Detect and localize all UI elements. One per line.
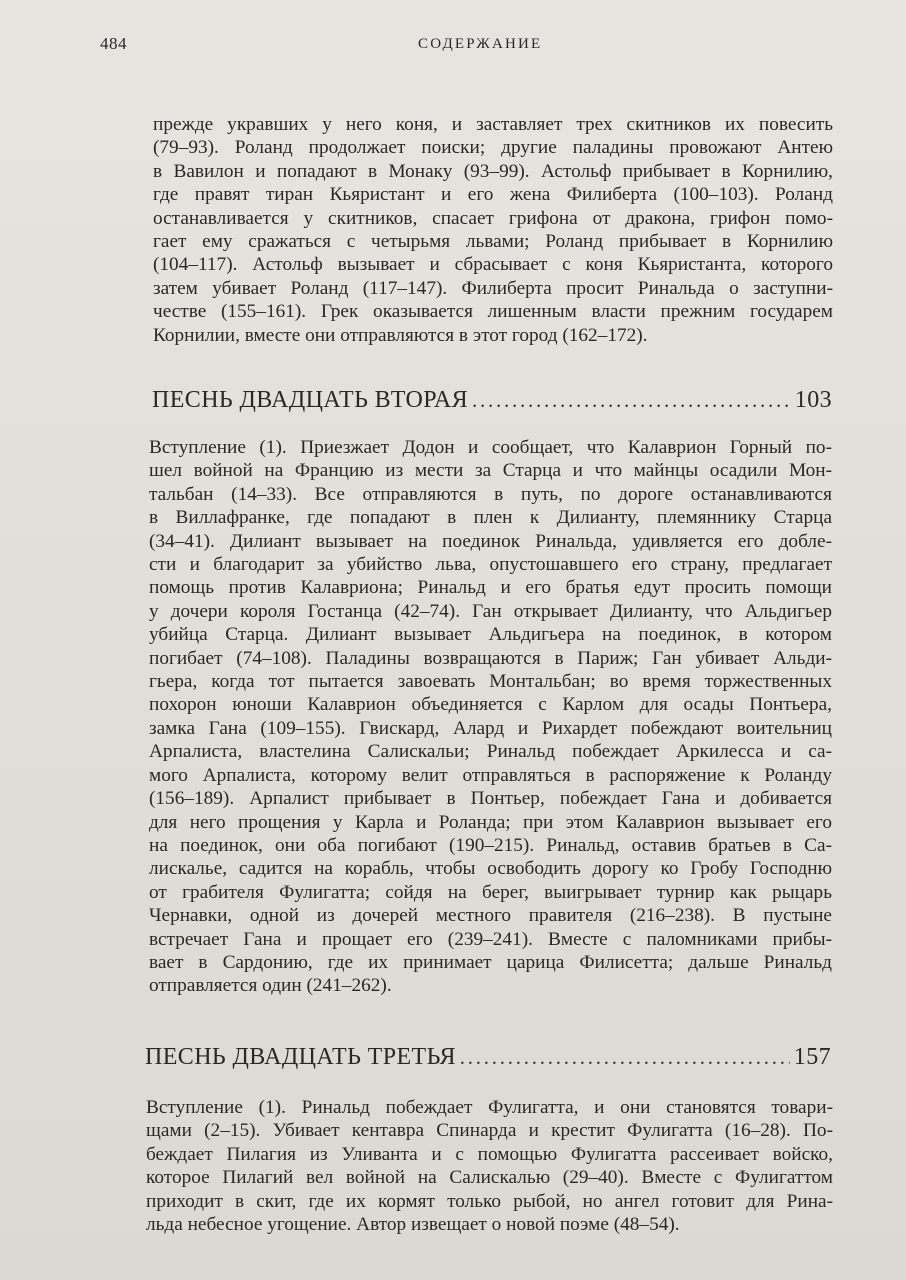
text-line: честве (155–161). Грек оказывается лишенным власти прежним государем [153, 301, 833, 323]
text-line: помощь против Калавриона; Ринальд и его братья едут просить помощи [149, 577, 832, 599]
running-head [100, 34, 846, 58]
text-line: (104–117). Астольф вызывает и сбрасывает с коня Кьяристанта, которого [153, 254, 833, 276]
text-line: встречает Гана и прощает его (239–241). Вместе с паломниками прибы- [149, 928, 832, 950]
text-line: тальбан (14–33). Все отправляются в путь, по дороге останавливаются [149, 483, 832, 505]
text-line: сти и благодарит за убийство льва, опустошавшего его страну, предлагает [149, 554, 832, 576]
text-line: (79–93). Роланд продолжает поиски; другие паладины провожают Антею [153, 137, 833, 159]
text-line: убийца Старца. Дилиант вызывает Альдигьера на поединок, в котором [149, 624, 832, 646]
text-line: Корнилии, вместе они отправляются в этот город (162–172). [153, 324, 648, 346]
summary-paragraph-canto-22 [149, 436, 832, 998]
text-line: Арпалиста, властелина Салискальи; Ринальд побеждает Аркилесса и са- [149, 741, 832, 763]
toc-entry-title: ПЕСНЬ ДВАДЦАТЬ ТРЕТЬЯ [145, 1044, 456, 1070]
text-line: прежде укравших у него коня, и заставляет трех скитников их повесить [153, 114, 833, 135]
text-line: останавливается у скитников, спасает грифона от дракона, грифон помо- [153, 207, 833, 229]
toc-leader-dots [472, 390, 791, 413]
summary-paragraph-canto-21-end [153, 113, 833, 347]
text-line: Вступление (1). Ринальд побеждает Фулигатта, и они становятся товари- [146, 1097, 833, 1118]
text-line: приходит в скит, где их кормят только рыбой, но ангел готовит для Рина- [146, 1190, 833, 1212]
text-line: лискалье, садится на корабль, чтобы освободить дорогу ко Гробу Господню [149, 858, 832, 880]
toc-entry-page: 157 [793, 1044, 831, 1070]
running-head-title: СОДЕРЖАНИЕ [418, 36, 543, 52]
text-line: где правят тиран Кьяристант и его жена Филиберта (100–103). Роланд [153, 184, 833, 206]
toc-entry-page: 103 [794, 387, 832, 413]
text-line: шел войной на Францию из мести за Старца и что майнцы осадили Мон- [149, 460, 832, 482]
text-line: (34–41). Дилиант вызывает на поединок Ринальда, удивляется его добле- [149, 530, 832, 552]
text-line: (156–189). Арпалист прибывает в Понтьер, побеждает Гана и добивается [149, 788, 832, 810]
toc-entry-title: ПЕСНЬ ДВАДЦАТЬ ВТОРАЯ [152, 387, 469, 413]
text-line: от грабителя Фулигатта; сойдя на берег, выигрывает турнир как рыцарь [149, 881, 832, 903]
summary-paragraph-canto-23 [146, 1096, 833, 1236]
text-line: гает ему сражаться с четырьмя львами; Роланд прибывает в Корнилию [153, 231, 833, 253]
text-line: затем убивает Роланд (117–147). Филиберта просит Ринальда о заступни- [153, 277, 833, 299]
text-line: для него прощения у Карла и Роланда; при этом Калаврион вызывает его [149, 811, 832, 833]
text-line: погибает (74–108). Паладины возвращаются в Париж; Ган убивает Альди- [149, 647, 832, 669]
text-line: Чернавки, одной из дочерей местного правителя (216–238). В пустыне [149, 905, 832, 927]
text-line: отправляется один (241–262). [149, 975, 392, 997]
text-line: вает в Сардонию, где их принимает царица Филисетта; дальше Ринальд [149, 951, 832, 973]
text-line: щами (2–15). Убивает кентавра Спинарда и крестит Фулигатта (16–28). По- [146, 1120, 833, 1142]
text-line: беждает Пилагия из Уливанта и с помощью Фулигатта рассеивает войско, [146, 1143, 833, 1165]
toc-entry-canto-22 [152, 387, 832, 414]
text-line: в Вавилон и попадают в Монаку (93–99). Астольф прибывает в Корнилию, [153, 160, 833, 182]
text-line: гьера, когда тот пытается завоевать Монтальбан; во время торжественных [149, 671, 832, 693]
page-number: 484 [100, 34, 127, 53]
text-line: на поединок, они оба погибают (190–215). Ринальд, оставив братьев в Са- [149, 834, 832, 856]
toc-leader-dots [460, 1047, 790, 1070]
text-line: замка Гана (109–155). Гвискард, Алард и Рихардет побеждают воительниц [149, 717, 832, 739]
text-line: которое Пилагий вел войной на Салискалью (29–40). Вместе с Фулигаттом [146, 1167, 833, 1189]
text-line: похорон юноши Калаврион объединяется с Карлом для осады Понтьера, [149, 694, 832, 716]
text-line: в Виллафранке, где попадают в плен к Дилианту, племяннику Старца [149, 507, 832, 529]
toc-entry-canto-23 [145, 1044, 831, 1071]
text-line: Вступление (1). Приезжает Додон и сообщает, что Калаврион Горный по- [149, 437, 832, 458]
text-line: у дочери короля Гостанца (42–74). Ган открывает Дилианту, что Альдигьер [149, 600, 832, 622]
text-line: мого Арпалиста, которому велит отправляться в распоряжение к Роланду [149, 764, 832, 786]
text-line: льда небесное угощение. Автор извещает о новой поэме (48–54). [146, 1214, 680, 1236]
